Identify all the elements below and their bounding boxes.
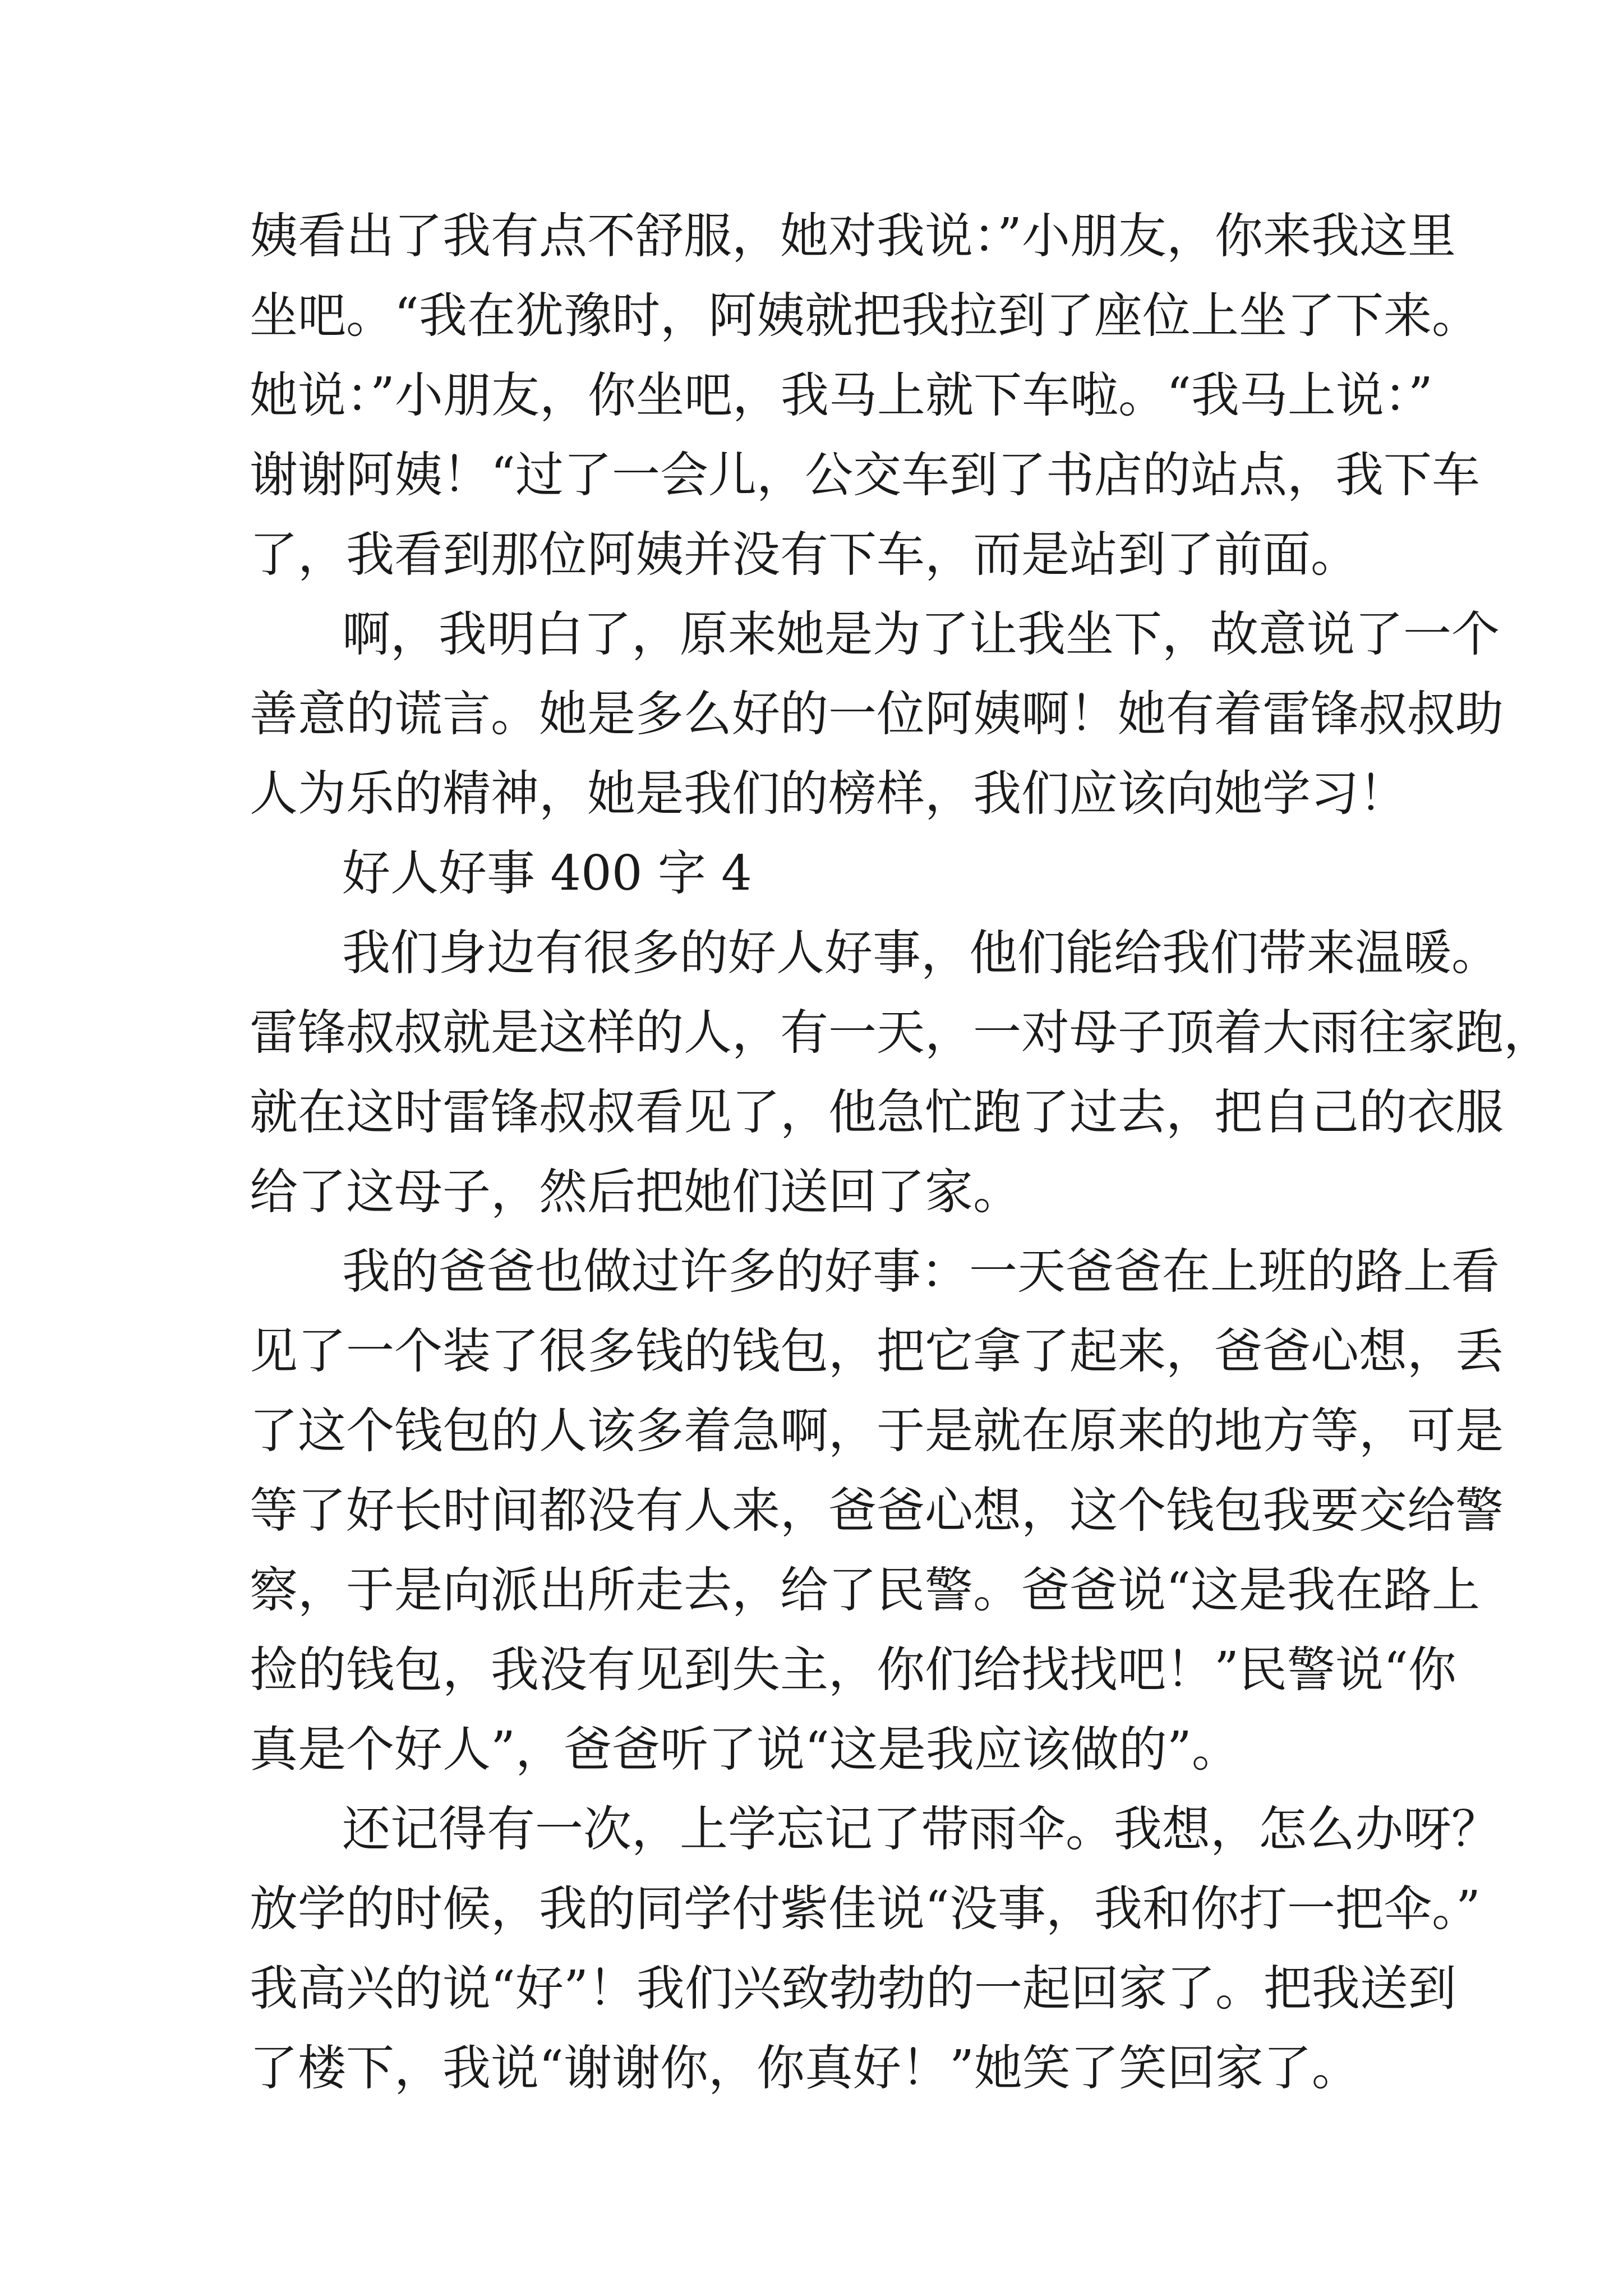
text-line: 见了一个装了很多钱的钱包，把它拿了起来，爸爸心想，丢 — [250, 1323, 1504, 1379]
text-line: 坐吧。“我在犹豫时，阿姨就把我拉到了座位上坐了下来。 — [250, 288, 1480, 344]
text-line: 给了这母子，然后把她们送回了家。 — [250, 1164, 1021, 1220]
text-line: 人为乐的精神，她是我们的榜样，我们应该向她学习！ — [250, 766, 1407, 822]
text-line: 等了好长时间都没有人来，爸爸心想，这个钱包我要交给警 — [250, 1483, 1504, 1539]
paragraph-start-line: 还记得有一次，上学忘记了带雨伞。我想，怎么办呀？ — [342, 1801, 1500, 1857]
section-heading: 好人好事 400 字 4 — [342, 845, 752, 901]
text-line: 姨看出了我有点不舒服，她对我说：”小朋友，你来我这里 — [250, 208, 1456, 264]
paragraph-start-line: 啊，我明白了，原来她是为了让我坐下，故意说了一个 — [342, 606, 1500, 662]
text-line: 了，我看到那位阿姨并没有下车，而是站到了前面。 — [250, 527, 1359, 583]
text-line: 我高兴的说“好”！我们兴致勃勃的一起回家了。把我送到 — [250, 1961, 1456, 2017]
paragraph-start-line: 我们身边有很多的好人好事，他们能给我们带来温暖。 — [342, 925, 1500, 981]
text-line: 察，于是向派出所走去，给了民警。爸爸说“这是我在路上 — [250, 1562, 1480, 1618]
text-line: 善意的谎言。她是多么好的一位阿姨啊！她有着雷锋叔叔助 — [250, 686, 1504, 742]
text-line: 放学的时候，我的同学付紫佳说“没事，我和你打一把伞。” — [250, 1881, 1481, 1937]
text-line: 谢谢阿姨！“过了一会儿，公交车到了书店的站点，我下车 — [250, 447, 1480, 503]
article-body — [250, 196, 1552, 2108]
text-line: 就在这时雷锋叔叔看见了，他急忙跑了过去，把自己的衣服 — [250, 1084, 1504, 1140]
text-line: 她说：”小朋友，你坐吧，我马上就下车啦。“我马上说：” — [250, 367, 1433, 424]
text-line: 雷锋叔叔就是这样的人，有一天，一对母子顶着大雨往家跑， — [250, 1005, 1552, 1061]
text-line: 捡的钱包，我没有见到失主，你们给找找吧！”民警说“你 — [250, 1642, 1456, 1698]
text-line: 了楼下，我说“谢谢你，你真好！”她笑了笑回家了。 — [250, 2040, 1360, 2096]
text-line: 了这个钱包的人该多着急啊，于是就在原来的地方等，可是 — [250, 1403, 1504, 1459]
paragraph-start-line: 我的爸爸也做过许多的好事：一天爸爸在上班的路上看 — [342, 1244, 1500, 1300]
text-line: 真是个好人”，爸爸听了说“这是我应该做的”。 — [250, 1722, 1240, 1778]
